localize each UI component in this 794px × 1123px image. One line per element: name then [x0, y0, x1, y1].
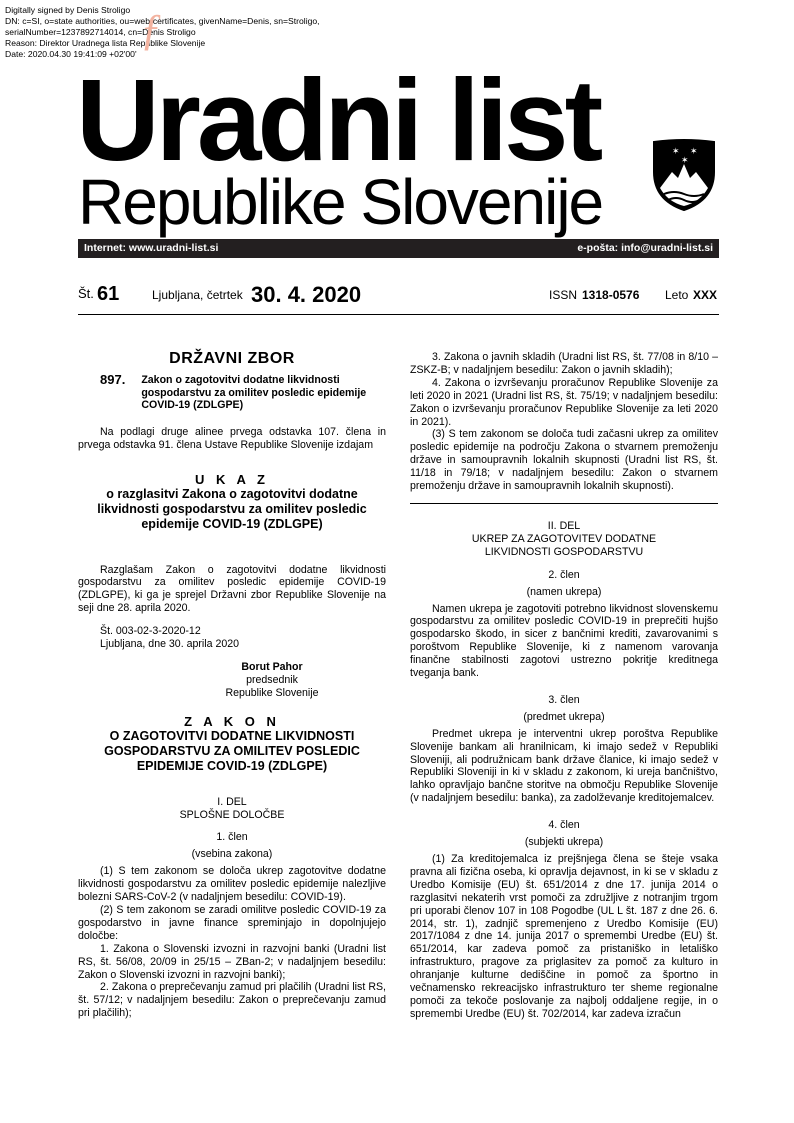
article2-paragraph: Namen ukrepa je zagotoviti potrebno likvidnost slovenskemu gospodarstvu za omilitev posledic COVID-19 in preprečiti hujšo gospodarsko škodo, in sicer z bančnimi krediti, zavarovanimi s poroštvom Republike Slovenije, ki z namenom varovanja finančne stabilnosti zagotovi ustrezno pokritje kreditnega tveganja bank. — [410, 602, 718, 680]
ukaz-heading: U K A Z — [195, 471, 269, 487]
signature-line: Digitally signed by Denis Stroligo — [5, 5, 131, 15]
signer-organization: Republike Slovenije — [225, 686, 319, 699]
masthead-contact-bar — [78, 239, 719, 258]
svg-text:✶: ✶ — [681, 156, 689, 166]
list-item-2: 2. Zakona o preprečevanju zamud pri plačilih (Uradni list RS, št. 57/12; v nadaljnjem besedilu: Zakon o preprečevanju zamud pri plačilih); — [78, 981, 386, 1020]
razglasam-paragraph: Razglašam Zakon o zagotovitvi dodatne likvidnosti gospodarstvu za omilitev posledic epidemije COVID-19 (ZDLGPE), ki ga je sprejel Državni zbor Republike Slovenije na seji dne 28. aprila 2020. — [78, 563, 386, 615]
issue-date: 30. 4. 2020 — [251, 282, 362, 307]
list-item-1: 1. Zakona o Slovenski izvozni in razvojni banki (Uradni list RS, št. 56/08, 20/09 in 25/15 – ZBan-2; v nadaljnjem besedilu: Zakon o Slovenski izvozni in razvojni banki); — [78, 942, 386, 981]
svg-text:✶: ✶ — [672, 147, 680, 157]
left-column — [78, 345, 386, 1020]
masthead-subtitle: Republike Slovenije — [78, 166, 603, 238]
article1-paragraph3: (3) S tem zakonom se določa tudi začasni ukrep za omilitev posledic epidemije na področju Zakona o stvarnem premoženju države in samoupravnih lokalnih skupnosti (Uradni list RS, št. 11/18 in 79/18; v nadaljnjem besedilu: Zakon o stvarnem premoženju države in samoupravnih lokalnih skupnosti). — [410, 428, 718, 493]
issue-st-label: Št. — [78, 286, 94, 301]
part2-heading: II. DEL — [547, 519, 581, 532]
svg-text:✶: ✶ — [690, 147, 698, 157]
leto-value: XXX — [693, 288, 718, 302]
article4-subtitle: (subjekti ukrepa) — [524, 836, 604, 849]
part1-heading: I. DEL — [217, 795, 247, 808]
act-title: Zakon o zagotovitvi dodatne likvidnosti gospodarstvu za omilitev posledic epidemije COVID-19 (ZDLGPE) — [141, 373, 367, 412]
list-item-4: 4. Zakona o izvrševanju proračunov Republike Slovenije za leti 2020 in 2021 (Uradni list RS, št. 75/19; v nadaljnjem besedilu: Zakon o izvrševanju proračunov Republike Slovenije za leti 2020 in 2021). — [410, 376, 718, 428]
article1-paragraph2: (2) S tem zakonom se zaradi omilitve posledic COVID-19 za gospodarstvo in javne finance spreminjajo in dopolnjujejo določbe: — [78, 904, 386, 942]
issn-number: 1318-0576 — [582, 288, 640, 302]
article1-heading: 1. člen — [216, 831, 248, 844]
issn-label: ISSN — [549, 288, 578, 302]
email-link[interactable]: e-pošta: info@uradni-list.si — [577, 242, 713, 254]
article3-heading: 3. člen — [548, 693, 580, 706]
intro-paragraph: Na podlagi druge alinee prvega odstavka 107. člena in prvega odstavka 91. člena Ustave Republike Slovenije izdajam — [78, 425, 386, 451]
issue-number: 61 — [97, 283, 120, 305]
ukaz-title: o razglasitvi Zakona o zagotovitvi dodatne likvidnosti gospodarstvu za omilitev posledic epidemije COVID-19 (ZDLGPE) — [97, 486, 367, 531]
act-number: 897. — [100, 371, 126, 387]
article4-heading: 4. člen — [548, 819, 580, 832]
signature-line: Reason: Direktor Uradnega lista Republike Slovenije — [5, 38, 206, 48]
article1-subtitle: (vsebina zakona) — [191, 848, 273, 861]
act-heading — [100, 371, 386, 412]
right-column — [410, 345, 718, 1021]
section-divider — [410, 503, 718, 504]
issue-place-day: Ljubljana, četrtek — [152, 288, 243, 302]
article3-paragraph: Predmet ukrepa je interventni ukrep poroštva Republike Slovenije bankam ali hranilnicam, ki imajo sedež v Republiki Sloveniji, ali podružnicam bank države članice, ki imajo sedež v Republiki Sloveniji in ki v skladu z zakonom, ki ureja bančništvo, lahko opravljajo bančne storitve na območju Republike Slovenije (v nadaljnjem besedilu: banka), za zadolževanje kreditojemalcev. — [410, 727, 718, 805]
header-rule — [78, 314, 719, 315]
masthead-title: Uradni list — [76, 55, 600, 185]
article2-subtitle: (namen ukrepa) — [526, 585, 602, 598]
article4-paragraph: (1) Za kreditojemalca iz prejšnjega člena se šteje vsaka pravna ali fizična oseba, ki opravlja dejavnost, in ki se v skladu z Uredbo Komisije (EU) št. 651/2014 z dne 17. junija 2014 o razglasitvi nekaterih vrst pomoči za združljive z notranjim trgom pri uporabi členov 107 in 108 Pogodbe (UL L št. 187 z dne 26. 6. 2014, str. 1), zadnjič spremenjeno z Uredbo Komisije (EU) 2017/1084 z dne 14. junija 2017 o spremembi Uredbe (EU) št. 651/2014, kar zadeva pomoč za pristaniško in letališko infrastrukturo, pragove za priglasitev za pomoč za kulturo in ohranjanje kulturne dediščine in pomoč za športno in večnamensko rekreacijsko infrastrukturo ter sheme regionalne pomoči za tekoče poslovanje za najbolj oddaljene regije, in o spremembi Uredbe (EU) št. 702/2014, kar zadeva izračun — [410, 853, 718, 1020]
signer-role: predsednik — [246, 673, 298, 686]
article2-heading: 2. člen — [548, 568, 580, 581]
reference-date: Ljubljana, dne 30. aprila 2020 — [100, 638, 240, 651]
signature-line: serialNumber=1237892714014, cn=Denis Stroligo — [5, 27, 196, 37]
signature-watermark: ƒ — [140, 5, 162, 54]
part2-title: UKREP ZA ZAGOTOVITEV DODATNE LIKVIDNOSTI GOSPODARSTVU — [471, 532, 657, 558]
signer-name: Borut Pahor — [241, 660, 303, 673]
article3-subtitle: (predmet ukrepa) — [523, 710, 605, 723]
zakon-heading: Z A K O N — [184, 713, 280, 729]
signature-line: DN: c=SI, o=state authorities, ou=web-certificates, givenName=Denis, sn=Stroligo, — [5, 16, 320, 26]
coat-of-arms-icon — [650, 138, 718, 212]
article1-paragraph1: (1) S tem zakonom se določa ukrep zagotovitve dodatne likvidnosti gospodarstvu za omilitev posledic epidemije nalezljive bolezni SARS-CoV-2 (v nadaljnjem besedilu: COVID-19). — [78, 865, 386, 904]
leto-label: Leto — [665, 288, 689, 302]
signature-line: Date: 2020.04.30 19:41:09 +02'00' — [5, 49, 137, 59]
part1-title: SPLOŠNE DOLOČBE — [179, 808, 285, 821]
internet-link[interactable]: Internet: www.uradni-list.si — [84, 242, 219, 254]
digital-signature-block — [5, 5, 320, 60]
list-item-3: 3. Zakona o javnih skladih (Uradni list RS, št. 77/08 in 8/10 – ZSKZ-B; v nadaljnjem besedilu: Zakon o javnih skladih); — [410, 351, 718, 376]
section-heading: DRŽAVNI ZBOR — [169, 350, 295, 367]
reference-number: Št. 003-02-3-2020-12 — [100, 625, 201, 638]
zakon-title: O ZAGOTOVITVI DODATNE LIKVIDNOSTI GOSPODARSTVU ZA OMILITEV POSLEDIC EPIDEMIJE COVID-19 (ZDLGPE) — [104, 728, 360, 773]
